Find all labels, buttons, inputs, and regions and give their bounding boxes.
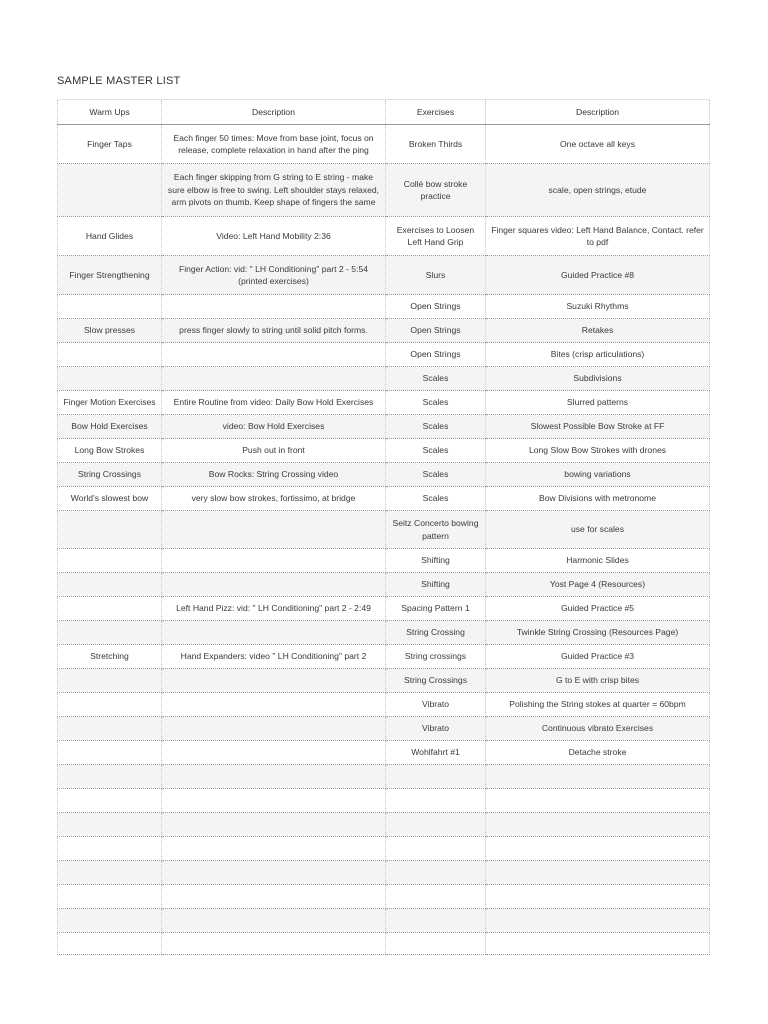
warm-up-description-cell: [162, 837, 386, 861]
exercise-description-cell: Guided Practice #3: [486, 645, 710, 669]
warm-up-description-cell: [162, 669, 386, 693]
exercise-cell: Slurs: [386, 256, 486, 295]
table-row: [58, 885, 710, 909]
table-row: [58, 164, 710, 217]
warm-up-cell: String Crossings: [58, 463, 162, 487]
warm-up-cell: [58, 885, 162, 909]
exercise-cell: [386, 765, 486, 789]
table-row: [58, 343, 710, 367]
table-row: [58, 367, 710, 391]
warm-up-cell: [58, 909, 162, 933]
exercise-description-cell: Continuous vibrato Exercises: [486, 717, 710, 741]
exercise-description-cell: [486, 861, 710, 885]
table-row: [58, 693, 710, 717]
exercise-cell: Scales: [386, 415, 486, 439]
warm-up-description-cell: Entire Routine from video: Daily Bow Hold Exercises: [162, 391, 386, 415]
table-row: [58, 439, 710, 463]
warm-up-cell: [58, 621, 162, 645]
exercise-description-cell: Guided Practice #5: [486, 597, 710, 621]
warm-up-description-cell: [162, 343, 386, 367]
exercise-description-cell: Detache stroke: [486, 741, 710, 765]
table-row: [58, 415, 710, 439]
exercise-cell: Scales: [386, 391, 486, 415]
table-row: [58, 741, 710, 765]
warm-up-cell: Stretching: [58, 645, 162, 669]
exercise-cell: String crossings: [386, 645, 486, 669]
warm-up-description-cell: [162, 933, 386, 955]
warm-up-cell: [58, 164, 162, 217]
header-warm-up-description: Description: [162, 100, 386, 125]
warm-up-cell: [58, 597, 162, 621]
warm-up-cell: [58, 693, 162, 717]
exercise-description-cell: Suzuki Rhythms: [486, 295, 710, 319]
exercise-cell: Vibrato: [386, 717, 486, 741]
warm-up-cell: [58, 343, 162, 367]
exercise-description-cell: [486, 885, 710, 909]
exercise-description-cell: Twinkle String Crossing (Resources Page): [486, 621, 710, 645]
exercise-cell: Wohlfahrt #1: [386, 741, 486, 765]
exercise-description-cell: Retakes: [486, 319, 710, 343]
exercise-cell: String Crossing: [386, 621, 486, 645]
table-row: [58, 573, 710, 597]
exercise-description-cell: use for scales: [486, 511, 710, 549]
warm-up-cell: [58, 741, 162, 765]
warm-up-cell: Finger Motion Exercises: [58, 391, 162, 415]
warm-up-description-cell: Hand Expanders: video " LH Conditioning" part 2: [162, 645, 386, 669]
warm-up-description-cell: [162, 367, 386, 391]
exercise-description-cell: [486, 765, 710, 789]
table-row: [58, 789, 710, 813]
exercise-description-cell: Guided Practice #8: [486, 256, 710, 295]
warm-up-description-cell: [162, 789, 386, 813]
table-row: [58, 861, 710, 885]
warm-up-description-cell: [162, 549, 386, 573]
warm-up-cell: [58, 367, 162, 391]
exercise-cell: Scales: [386, 439, 486, 463]
exercise-cell: Open Strings: [386, 343, 486, 367]
exercise-description-cell: Slurred patterns: [486, 391, 710, 415]
exercise-cell: Scales: [386, 487, 486, 511]
warm-up-description-cell: [162, 621, 386, 645]
warm-up-description-cell: [162, 511, 386, 549]
warm-up-cell: [58, 549, 162, 573]
warm-up-description-cell: [162, 741, 386, 765]
exercise-description-cell: G to E with crisp bites: [486, 669, 710, 693]
exercise-cell: Vibrato: [386, 693, 486, 717]
warm-up-description-cell: Video: Left Hand Mobility 2:36: [162, 217, 386, 256]
exercise-cell: Spacing Pattern 1: [386, 597, 486, 621]
exercise-description-cell: Harmonic Slides: [486, 549, 710, 573]
table-row: [58, 621, 710, 645]
exercise-cell: Collé bow stroke practice: [386, 164, 486, 217]
exercise-cell: Open Strings: [386, 295, 486, 319]
warm-up-cell: [58, 789, 162, 813]
warm-up-description-cell: [162, 573, 386, 597]
warm-up-description-cell: [162, 813, 386, 837]
table-row: [58, 765, 710, 789]
exercise-description-cell: [486, 837, 710, 861]
warm-up-cell: [58, 837, 162, 861]
exercise-description-cell: Long Slow Bow Strokes with drones: [486, 439, 710, 463]
warm-up-cell: Long Bow Strokes: [58, 439, 162, 463]
warm-up-cell: [58, 573, 162, 597]
table-row: [58, 549, 710, 573]
table-row: [58, 463, 710, 487]
table-row: [58, 717, 710, 741]
warm-up-description-cell: Bow Rocks: String Crossing video: [162, 463, 386, 487]
exercise-cell: [386, 933, 486, 955]
exercise-cell: String Crossings: [386, 669, 486, 693]
warm-up-cell: World's slowest bow: [58, 487, 162, 511]
warm-up-description-cell: [162, 861, 386, 885]
warm-up-cell: Hand Glides: [58, 217, 162, 256]
table-row: [58, 511, 710, 549]
exercise-description-cell: [486, 933, 710, 955]
warm-up-cell: [58, 669, 162, 693]
exercise-cell: Scales: [386, 463, 486, 487]
exercise-cell: Exercises to Loosen Left Hand Grip: [386, 217, 486, 256]
exercise-description-cell: Finger squares video: Left Hand Balance, Contact. refer to pdf: [486, 217, 710, 256]
exercise-description-cell: Bites (crisp articulations): [486, 343, 710, 367]
table-header: [58, 100, 710, 125]
header-warm-ups: Warm Ups: [58, 100, 162, 125]
exercise-description-cell: [486, 789, 710, 813]
warm-up-cell: [58, 861, 162, 885]
warm-up-cell: Slow presses: [58, 319, 162, 343]
table-row: [58, 597, 710, 621]
table-row: [58, 295, 710, 319]
table-row: [58, 837, 710, 861]
table-row: [58, 391, 710, 415]
warm-up-description-cell: [162, 765, 386, 789]
exercise-cell: [386, 885, 486, 909]
warm-up-description-cell: Each finger 50 times: Move from base joint, focus on release, complete relaxation in hand after the ping: [162, 125, 386, 164]
exercise-cell: [386, 909, 486, 933]
warm-up-description-cell: [162, 295, 386, 319]
warm-up-description-cell: [162, 693, 386, 717]
exercise-cell: Open Strings: [386, 319, 486, 343]
table-row: [58, 256, 710, 295]
warm-up-description-cell: Finger Action: vid: " LH Conditioning" part 2 - 5:54 (printed exercises): [162, 256, 386, 295]
warm-up-cell: [58, 765, 162, 789]
exercise-description-cell: Polishing the String stokes at quarter = 60bpm: [486, 693, 710, 717]
table-row: [58, 125, 710, 164]
document-title: SAMPLE MASTER LIST: [57, 75, 181, 87]
warm-up-cell: [58, 717, 162, 741]
exercise-cell: [386, 837, 486, 861]
exercise-cell: Broken Thirds: [386, 125, 486, 164]
header-exercise-description: Description: [486, 100, 710, 125]
table-row: [58, 217, 710, 256]
header-exercises: Exercises: [386, 100, 486, 125]
warm-up-cell: [58, 511, 162, 549]
exercise-description-cell: scale, open strings, etude: [486, 164, 710, 217]
warm-up-cell: [58, 295, 162, 319]
warm-up-description-cell: [162, 885, 386, 909]
exercise-description-cell: Slowest Possible Bow Stroke at FF: [486, 415, 710, 439]
table-row: [58, 645, 710, 669]
warm-up-cell: [58, 813, 162, 837]
exercise-description-cell: [486, 909, 710, 933]
exercise-description-cell: One octave all keys: [486, 125, 710, 164]
exercise-cell: [386, 861, 486, 885]
warm-up-cell: Finger Strengthening: [58, 256, 162, 295]
warm-up-description-cell: very slow bow strokes, fortissimo, at bridge: [162, 487, 386, 511]
exercise-cell: Seitz Concerto bowing pattern: [386, 511, 486, 549]
warm-up-description-cell: Each finger skipping from G string to E string - make sure elbow is free to swing. Left shoulder stays relaxed, arm pivots on thumb. Keep shape of fingers the same: [162, 164, 386, 217]
warm-up-cell: Finger Taps: [58, 125, 162, 164]
warm-up-cell: [58, 933, 162, 955]
master-list-table: [57, 99, 710, 955]
table-row: [58, 319, 710, 343]
exercise-description-cell: Bow Divisions with metronome: [486, 487, 710, 511]
exercise-cell: [386, 813, 486, 837]
exercise-cell: Scales: [386, 367, 486, 391]
exercise-description-cell: Yost Page 4 (Resources): [486, 573, 710, 597]
exercise-cell: Shifting: [386, 549, 486, 573]
table-row: [58, 669, 710, 693]
exercise-description-cell: bowing variations: [486, 463, 710, 487]
header-row: [58, 100, 710, 125]
exercise-cell: [386, 789, 486, 813]
table-row: [58, 813, 710, 837]
exercise-description-cell: [486, 813, 710, 837]
warm-up-description-cell: Push out in front: [162, 439, 386, 463]
table-row: [58, 933, 710, 955]
warm-up-description-cell: Left Hand Pizz: vid: " LH Conditioning" part 2 - 2:49: [162, 597, 386, 621]
warm-up-description-cell: [162, 909, 386, 933]
table-body: [58, 125, 710, 955]
warm-up-cell: Bow Hold Exercises: [58, 415, 162, 439]
exercise-description-cell: Subdivisions: [486, 367, 710, 391]
warm-up-description-cell: video: Bow Hold Exercises: [162, 415, 386, 439]
warm-up-description-cell: press finger slowly to string until solid pitch forms.: [162, 319, 386, 343]
table-row: [58, 487, 710, 511]
exercise-cell: Shifting: [386, 573, 486, 597]
warm-up-description-cell: [162, 717, 386, 741]
table-row: [58, 909, 710, 933]
